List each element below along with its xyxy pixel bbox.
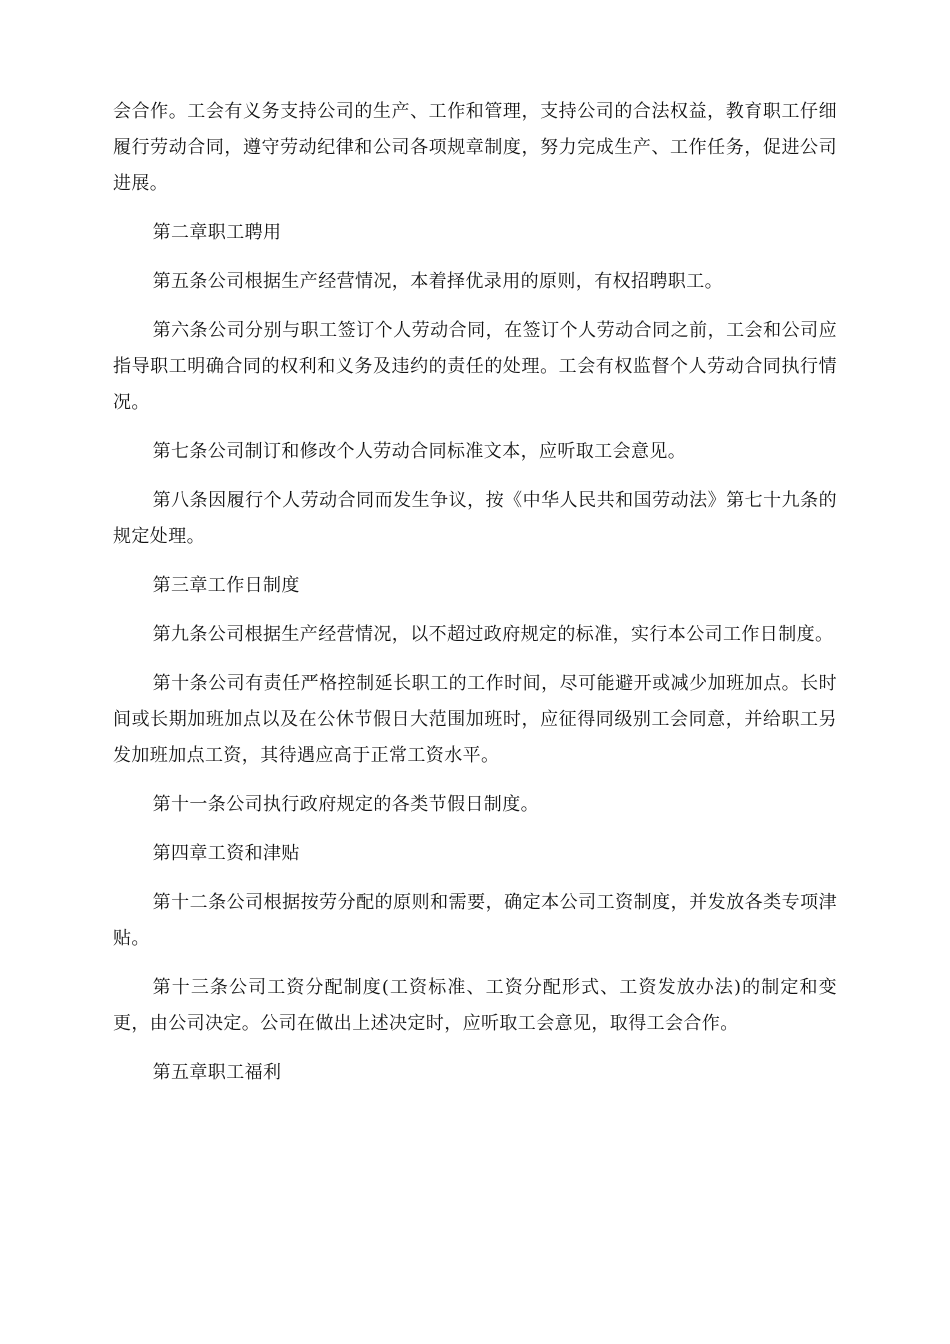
chapter-heading-3: 第三章工作日制度	[152, 575, 300, 596]
article-13: 第十三条公司工资分配制度(工资标准、工资分配形式、工资发放办法)的制定和变更，由公司决定。公司在做出上述决定时，应听取工会意见，取得工会合作。	[113, 977, 837, 1034]
chapter-heading-4: 第四章工资和津贴	[152, 843, 300, 864]
article-8: 第八条因履行个人劳动合同而发生争议，按《中华人民共和国劳动法》第七十九条的规定处理。	[113, 490, 837, 547]
chapter-heading-2: 第二章职工聘用	[152, 222, 282, 243]
chapter-heading-5: 第五章职工福利	[152, 1062, 282, 1083]
article-10: 第十条公司有责任严格控制延长职工的工作时间，尽可能避开或减少加班加点。长时间或长期加班加点以及在公休节假日大范围加班时，应征得同级别工会同意，并给职工另发加班加点工资，其待遇应高于正常工资水平。	[113, 673, 837, 766]
article-11: 第十一条公司执行政府规定的各类节假日制度。	[152, 794, 539, 815]
article-5: 第五条公司根据生产经营情况，本着择优录用的原则，有权招聘职工。	[152, 271, 723, 292]
article-12: 第十二条公司根据按劳分配的原则和需要，确定本公司工资制度，并发放各类专项津贴。	[113, 892, 837, 949]
article-9: 第九条公司根据生产经营情况，以不超过政府规定的标准，实行本公司工作日制度。	[152, 624, 834, 645]
article-7: 第七条公司制订和修改个人劳动合同标准文本，应听取工会意见。	[152, 441, 687, 462]
paragraph-continuation: 会合作。工会有义务支持公司的生产、工作和管理，支持公司的合法权益，教育职工仔细履行劳动合同，遵守劳动纪律和公司各项规章制度，努力完成生产、工作任务，促进公司进展。	[113, 101, 837, 194]
article-6: 第六条公司分别与职工签订个人劳动合同，在签订个人劳动合同之前，工会和公司应指导职工明确合同的权利和义务及违约的责任的处理。工会有权监督个人劳动合同执行情况。	[113, 320, 837, 413]
document-page	[113, 94, 837, 1104]
